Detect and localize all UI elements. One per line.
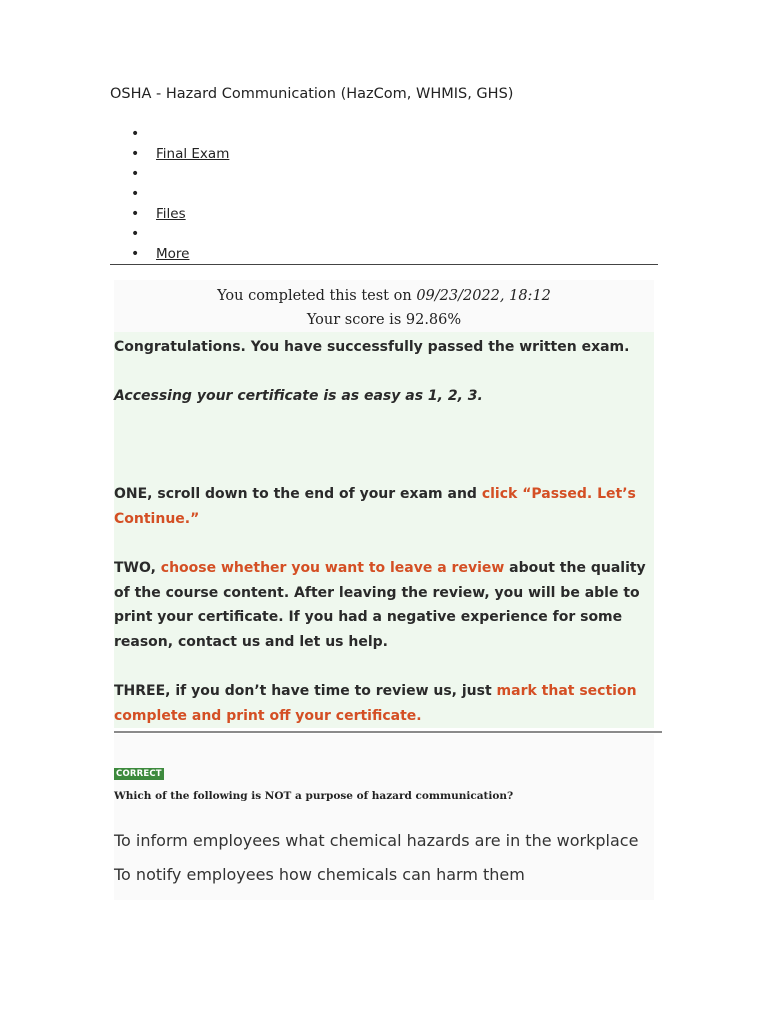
- completed-prefix: You completed this test on: [217, 288, 417, 304]
- step-three-text: THREE, if you don’t have time to review us, just: [114, 683, 497, 700]
- congrats-text: Congratulations. You have successfully passed the written exam.: [114, 339, 630, 355]
- step-two-prefix: TWO,: [114, 560, 161, 577]
- result-header: [114, 280, 654, 332]
- step-one: [114, 482, 652, 531]
- files-link[interactable]: Files: [156, 206, 186, 222]
- question-text: Which of the following is NOT a purpose of hazard communication?: [114, 790, 514, 802]
- score-line: Your score is 92.86%: [306, 312, 462, 328]
- answer-option: To notify employees how chemicals can harm them: [114, 865, 525, 884]
- step-one-text: ONE, scroll down to the end of your exam and: [114, 486, 482, 503]
- nav-item-more: [110, 244, 658, 264]
- result-panel: [114, 280, 654, 728]
- step-two-text: about the quality of the course content. After leaving the review, you will be able to print your certificate. If you had a negative experience for some reason, contact us and let us help.: [114, 560, 646, 650]
- nav-menu: [110, 124, 658, 265]
- nav-item-empty-2: [110, 164, 658, 184]
- leave-review-link[interactable]: choose whether you want to leave a review: [160, 560, 505, 577]
- completed-line: [114, 284, 654, 308]
- page-title: OSHA - Hazard Communication (HazCom, WHMIS, GHS): [110, 86, 514, 102]
- mark-complete-link[interactable]: mark that section complete and print off your certificate.: [114, 683, 637, 724]
- nav-item-files: [110, 204, 658, 224]
- congrats-message: [114, 332, 654, 728]
- nav-item-empty-1: [110, 124, 658, 144]
- more-link[interactable]: More: [156, 246, 190, 262]
- question-panel: [114, 734, 654, 900]
- nav-item-empty-3: [110, 184, 658, 204]
- divider: [114, 731, 662, 733]
- answer-list: [114, 824, 654, 892]
- correct-badge: CORRECT: [116, 769, 162, 779]
- nav-item-empty-4: [110, 224, 658, 244]
- access-text: Accessing your certificate is as easy as 1, 2, 3.: [114, 388, 483, 405]
- final-exam-link[interactable]: Final Exam: [156, 146, 230, 162]
- nav-item-final-exam: [110, 144, 658, 164]
- answer-option: To inform employees what chemical hazards are in the workplace: [114, 831, 639, 850]
- passed-continue-link[interactable]: click “Passed. Let’s Continue.”: [114, 486, 636, 527]
- completed-date: 09/23/2022, 18:12: [416, 288, 551, 304]
- step-two: [114, 556, 652, 654]
- step-three: [114, 679, 652, 728]
